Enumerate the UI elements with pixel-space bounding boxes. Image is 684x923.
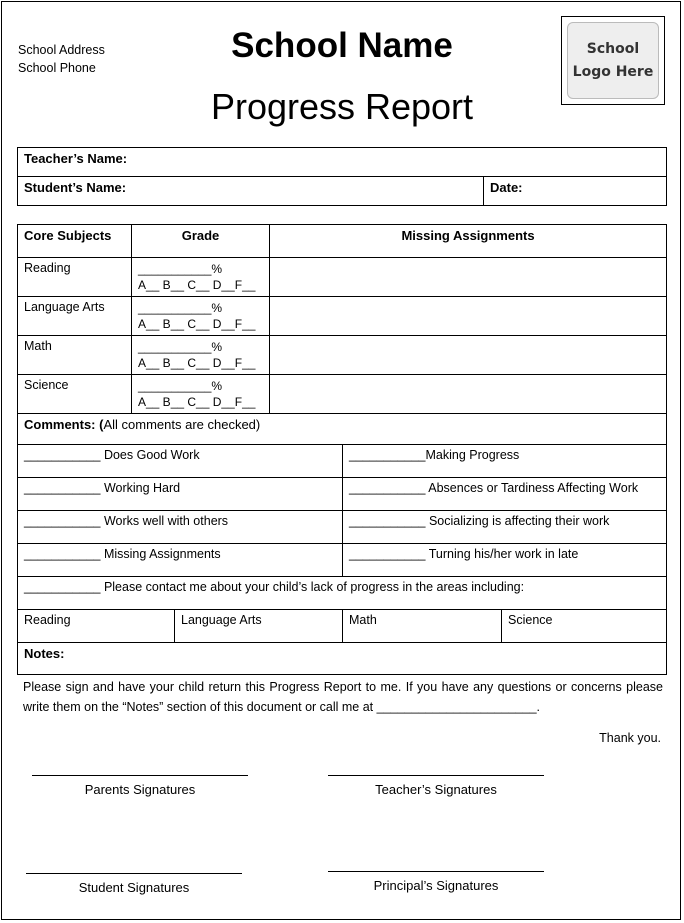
comment-row bbox=[18, 544, 667, 577]
subject-row-reading bbox=[18, 258, 667, 297]
header-grade: Grade bbox=[132, 225, 270, 258]
comment-option[interactable]: ___________Making Progress bbox=[343, 445, 667, 478]
area-math[interactable]: Math bbox=[343, 610, 502, 643]
comment-option[interactable]: ___________ Turning his/her work in late bbox=[343, 544, 667, 577]
principal-signature[interactable] bbox=[328, 871, 544, 893]
subject-label: Language Arts bbox=[18, 297, 132, 336]
area-reading[interactable]: Reading bbox=[18, 610, 175, 643]
area-language-arts[interactable]: Language Arts bbox=[175, 610, 343, 643]
progress-table bbox=[17, 224, 667, 675]
contact-request-option[interactable]: ___________ Please contact me about your child’s lack of progress in the areas including: bbox=[18, 577, 667, 610]
area-science[interactable]: Science bbox=[502, 610, 667, 643]
missing-assignments-cell[interactable] bbox=[270, 336, 667, 375]
school-name: School Name bbox=[231, 26, 453, 65]
student-signature[interactable] bbox=[26, 873, 242, 895]
comment-option[interactable]: ___________ Missing Assignments bbox=[18, 544, 343, 577]
comment-option[interactable]: ___________ Works well with others bbox=[18, 511, 343, 544]
contact-row bbox=[18, 577, 667, 610]
parents-signature[interactable] bbox=[32, 775, 248, 797]
grade-cell[interactable] bbox=[132, 336, 270, 375]
signature-line bbox=[328, 871, 544, 872]
missing-assignments-cell[interactable] bbox=[270, 297, 667, 336]
header-missing-assignments: Missing Assignments bbox=[270, 225, 667, 258]
grade-cell[interactable] bbox=[132, 297, 270, 336]
comments-header-row bbox=[18, 414, 667, 445]
subject-row-math bbox=[18, 336, 667, 375]
teacher-signature[interactable] bbox=[328, 775, 544, 797]
comments-label-note: All comments are checked) bbox=[103, 417, 261, 432]
instructions-text: Please sign and have your child return this Progress Report to me. If you have any questions or concerns please write them on the “Notes” section of this document or call me at _______________________. bbox=[23, 680, 663, 714]
percent-blank: ___________% bbox=[138, 301, 223, 315]
teacher-name-field[interactable]: Teacher’s Name: bbox=[18, 148, 667, 177]
subjects-header-row bbox=[18, 225, 667, 258]
student-name-field[interactable]: Student’s Name: bbox=[18, 177, 484, 206]
subject-label: Science bbox=[18, 375, 132, 414]
areas-row bbox=[18, 610, 667, 643]
report-title: Progress Report bbox=[210, 86, 474, 127]
letter-grade-blanks: A__ B__ C__ D__F__ bbox=[138, 317, 256, 331]
school-address: School Address bbox=[18, 43, 105, 57]
comment-row bbox=[18, 511, 667, 544]
student-info-table bbox=[17, 147, 667, 206]
letter-grade-blanks: A__ B__ C__ D__F__ bbox=[138, 356, 256, 370]
signature-label: Principal’s Signatures bbox=[373, 878, 499, 893]
signature-line bbox=[26, 873, 242, 874]
comment-option[interactable]: ___________ Working Hard bbox=[18, 478, 343, 511]
logo-text-line1: School bbox=[586, 40, 640, 57]
percent-blank: ___________% bbox=[138, 262, 223, 276]
logo-text-line2: Logo Here bbox=[572, 63, 654, 80]
grade-cell[interactable] bbox=[132, 258, 270, 297]
percent-blank: ___________% bbox=[138, 340, 223, 354]
comments-label bbox=[18, 414, 667, 445]
subject-row-language-arts bbox=[18, 297, 667, 336]
signature-label: Teacher’s Signatures bbox=[375, 782, 497, 797]
notes-field[interactable]: Notes: bbox=[18, 643, 667, 675]
comment-row bbox=[18, 445, 667, 478]
subject-label: Math bbox=[18, 336, 132, 375]
missing-assignments-cell[interactable] bbox=[270, 258, 667, 297]
signature-label: Parents Signatures bbox=[84, 782, 196, 797]
comment-option[interactable]: ___________ Does Good Work bbox=[18, 445, 343, 478]
comment-option[interactable]: ___________ Socializing is affecting their work bbox=[343, 511, 667, 544]
logo-box bbox=[567, 22, 659, 99]
missing-assignments-cell[interactable] bbox=[270, 375, 667, 414]
signature-line bbox=[32, 775, 248, 776]
comment-option[interactable]: ___________ Absences or Tardiness Affecting Work bbox=[343, 478, 667, 511]
signature-line bbox=[328, 775, 544, 776]
percent-blank: ___________% bbox=[138, 379, 223, 393]
header-core-subjects: Core Subjects bbox=[18, 225, 132, 258]
notes-row bbox=[18, 643, 667, 675]
comments-label-bold: Comments: ( bbox=[24, 417, 104, 432]
subject-label: Reading bbox=[18, 258, 132, 297]
signature-label: Student Signatures bbox=[78, 880, 190, 895]
comment-row bbox=[18, 478, 667, 511]
letter-grade-blanks: A__ B__ C__ D__F__ bbox=[138, 395, 256, 409]
grade-cell[interactable] bbox=[132, 375, 270, 414]
school-logo-placeholder bbox=[561, 16, 665, 105]
date-field[interactable]: Date: bbox=[484, 177, 667, 206]
subject-row-science bbox=[18, 375, 667, 414]
letter-grade-blanks: A__ B__ C__ D__F__ bbox=[138, 278, 256, 292]
school-phone: School Phone bbox=[18, 61, 96, 75]
thank-you-text: Thank you. bbox=[599, 731, 661, 745]
